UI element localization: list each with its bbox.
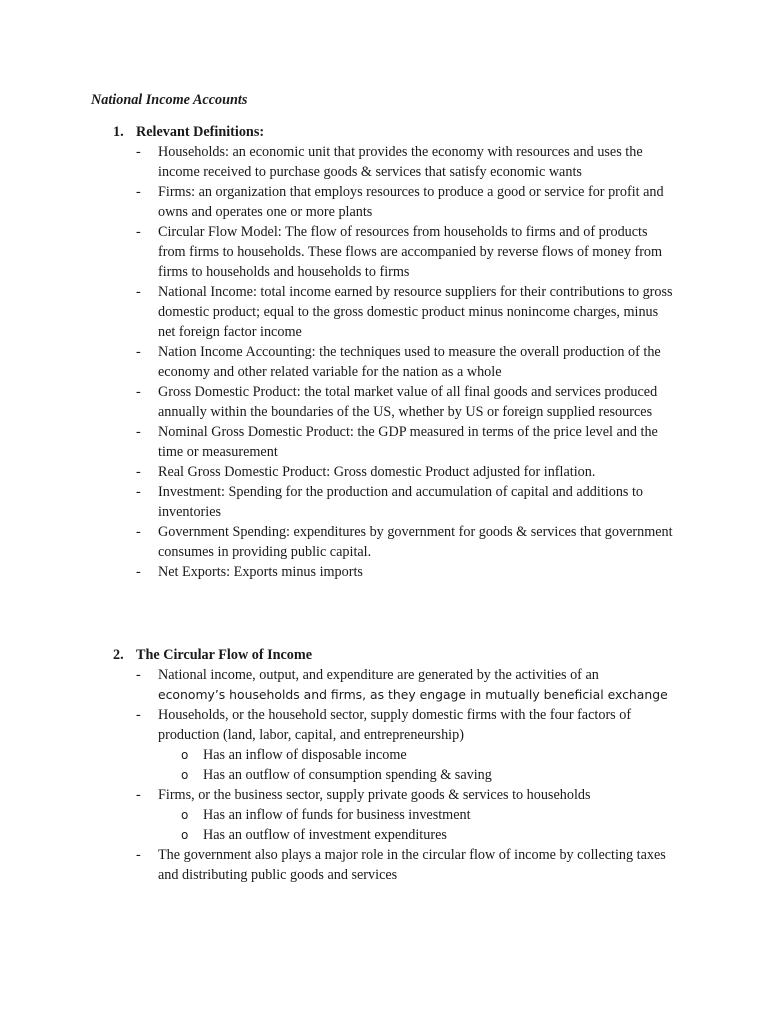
- item-text: Nominal Gross Domestic Product: the GDP measured in terms of the price level and the time or measurement: [158, 424, 658, 460]
- item-text: Nation Income Accounting: the techniques used to measure the overall production of the economy and other related variable for the nation as a whole: [158, 344, 661, 380]
- bullet-dash: -: [136, 284, 141, 300]
- list-item: [0, 222, 678, 282]
- bullet-dash: -: [136, 564, 141, 580]
- list-item: [0, 282, 678, 342]
- bullet-dash: -: [136, 524, 141, 540]
- section-number: 2.: [113, 647, 124, 663]
- section-title: Relevant Definitions:: [136, 124, 265, 140]
- sub-list-item: [0, 805, 678, 825]
- bullet-dash: -: [136, 424, 141, 440]
- bullet-dash: -: [136, 667, 141, 683]
- item-text: Investment: Spending for the production and accumulation of capital and additions to inventories: [158, 484, 644, 520]
- sub-list-item: [0, 825, 678, 845]
- item-text: Households: an economic unit that provides the economy with resources and uses the income received to purchase goods & services that satisfy economic wants: [158, 144, 643, 180]
- bullet-dash: -: [136, 484, 141, 500]
- item-text-line1: National income, output, and expenditure are generated by the activities of an: [158, 667, 599, 683]
- item-text: Households, or the household sector, supply domestic firms with the four factors of production (land, labor, capital, and entrepreneurship): [158, 707, 632, 743]
- bullet-circle: o: [181, 808, 189, 822]
- section-number: 1.: [113, 124, 124, 140]
- list-item: [0, 422, 678, 462]
- list-item: [0, 342, 678, 382]
- bullet-dash: -: [136, 707, 141, 723]
- bullet-dash: -: [136, 184, 141, 200]
- definitions-list: [0, 142, 768, 582]
- bullet-dash: -: [136, 344, 141, 360]
- item-text: National Income: total income earned by resource suppliers for their contributions to gross domestic product; equal to the gross domestic product minus nonincome charges, minus net foreign factor income: [158, 284, 673, 340]
- item-text: Firms: an organization that employs resources to produce a good or service for profit and owns and operates one or more plants: [158, 184, 664, 220]
- list-item: [0, 562, 678, 582]
- list-item: [0, 382, 678, 422]
- list-item: [0, 142, 678, 182]
- item-text: Has an inflow of disposable income: [203, 747, 407, 763]
- bullet-circle: o: [181, 768, 189, 782]
- list-item: [0, 522, 678, 562]
- item-text: Has an outflow of investment expenditures: [203, 827, 447, 843]
- section-title: The Circular Flow of Income: [136, 647, 313, 663]
- list-item: [0, 705, 678, 745]
- item-text: Real Gross Domestic Product: Gross domestic Product adjusted for inflation.: [158, 464, 596, 480]
- bullet-circle: o: [181, 748, 189, 762]
- list-item: [0, 482, 678, 522]
- item-text: Firms, or the business sector, supply private goods & services to households: [158, 787, 591, 803]
- circular-flow-list: [0, 665, 768, 885]
- bullet-dash: -: [136, 384, 141, 400]
- item-text: Gross Domestic Product: the total market value of all final goods and services produced annually within the boundaries of the US, whether by US or foreign supplied resources: [158, 384, 658, 420]
- bullet-dash: -: [136, 464, 141, 480]
- list-item: [0, 462, 678, 482]
- sub-list-item: [0, 745, 678, 765]
- item-text: Has an inflow of funds for business investment: [203, 807, 471, 823]
- item-text: Circular Flow Model: The flow of resources from households to firms and of products from firms to households. These flows are accompanied by reverse flows of money from firms to households and households to firms: [158, 224, 663, 280]
- bullet-dash: -: [136, 787, 141, 803]
- sub-list-item: [0, 765, 678, 785]
- bullet-dash: -: [136, 224, 141, 240]
- list-item: [0, 785, 678, 805]
- bullet-dash: -: [136, 144, 141, 160]
- document-title: National Income Accounts: [91, 92, 248, 108]
- bullet-dash: -: [136, 847, 141, 863]
- item-text: Has an outflow of consumption spending & saving: [203, 767, 492, 783]
- item-text: Government Spending: expenditures by government for goods & services that government consumes in providing public capital.: [158, 524, 673, 560]
- list-item: [0, 845, 678, 885]
- item-text-line2: economy’s households and firms, as they engage in mutually beneficial exchange: [158, 687, 668, 702]
- section-heading: [113, 645, 312, 665]
- item-text: Net Exports: Exports minus imports: [158, 564, 363, 580]
- bullet-circle: o: [181, 828, 189, 842]
- list-item: [0, 665, 678, 705]
- item-text: The government also plays a major role in the circular flow of income by collecting taxes and distributing public goods and services: [158, 847, 666, 883]
- section-heading: [113, 122, 264, 142]
- list-item: [0, 182, 678, 222]
